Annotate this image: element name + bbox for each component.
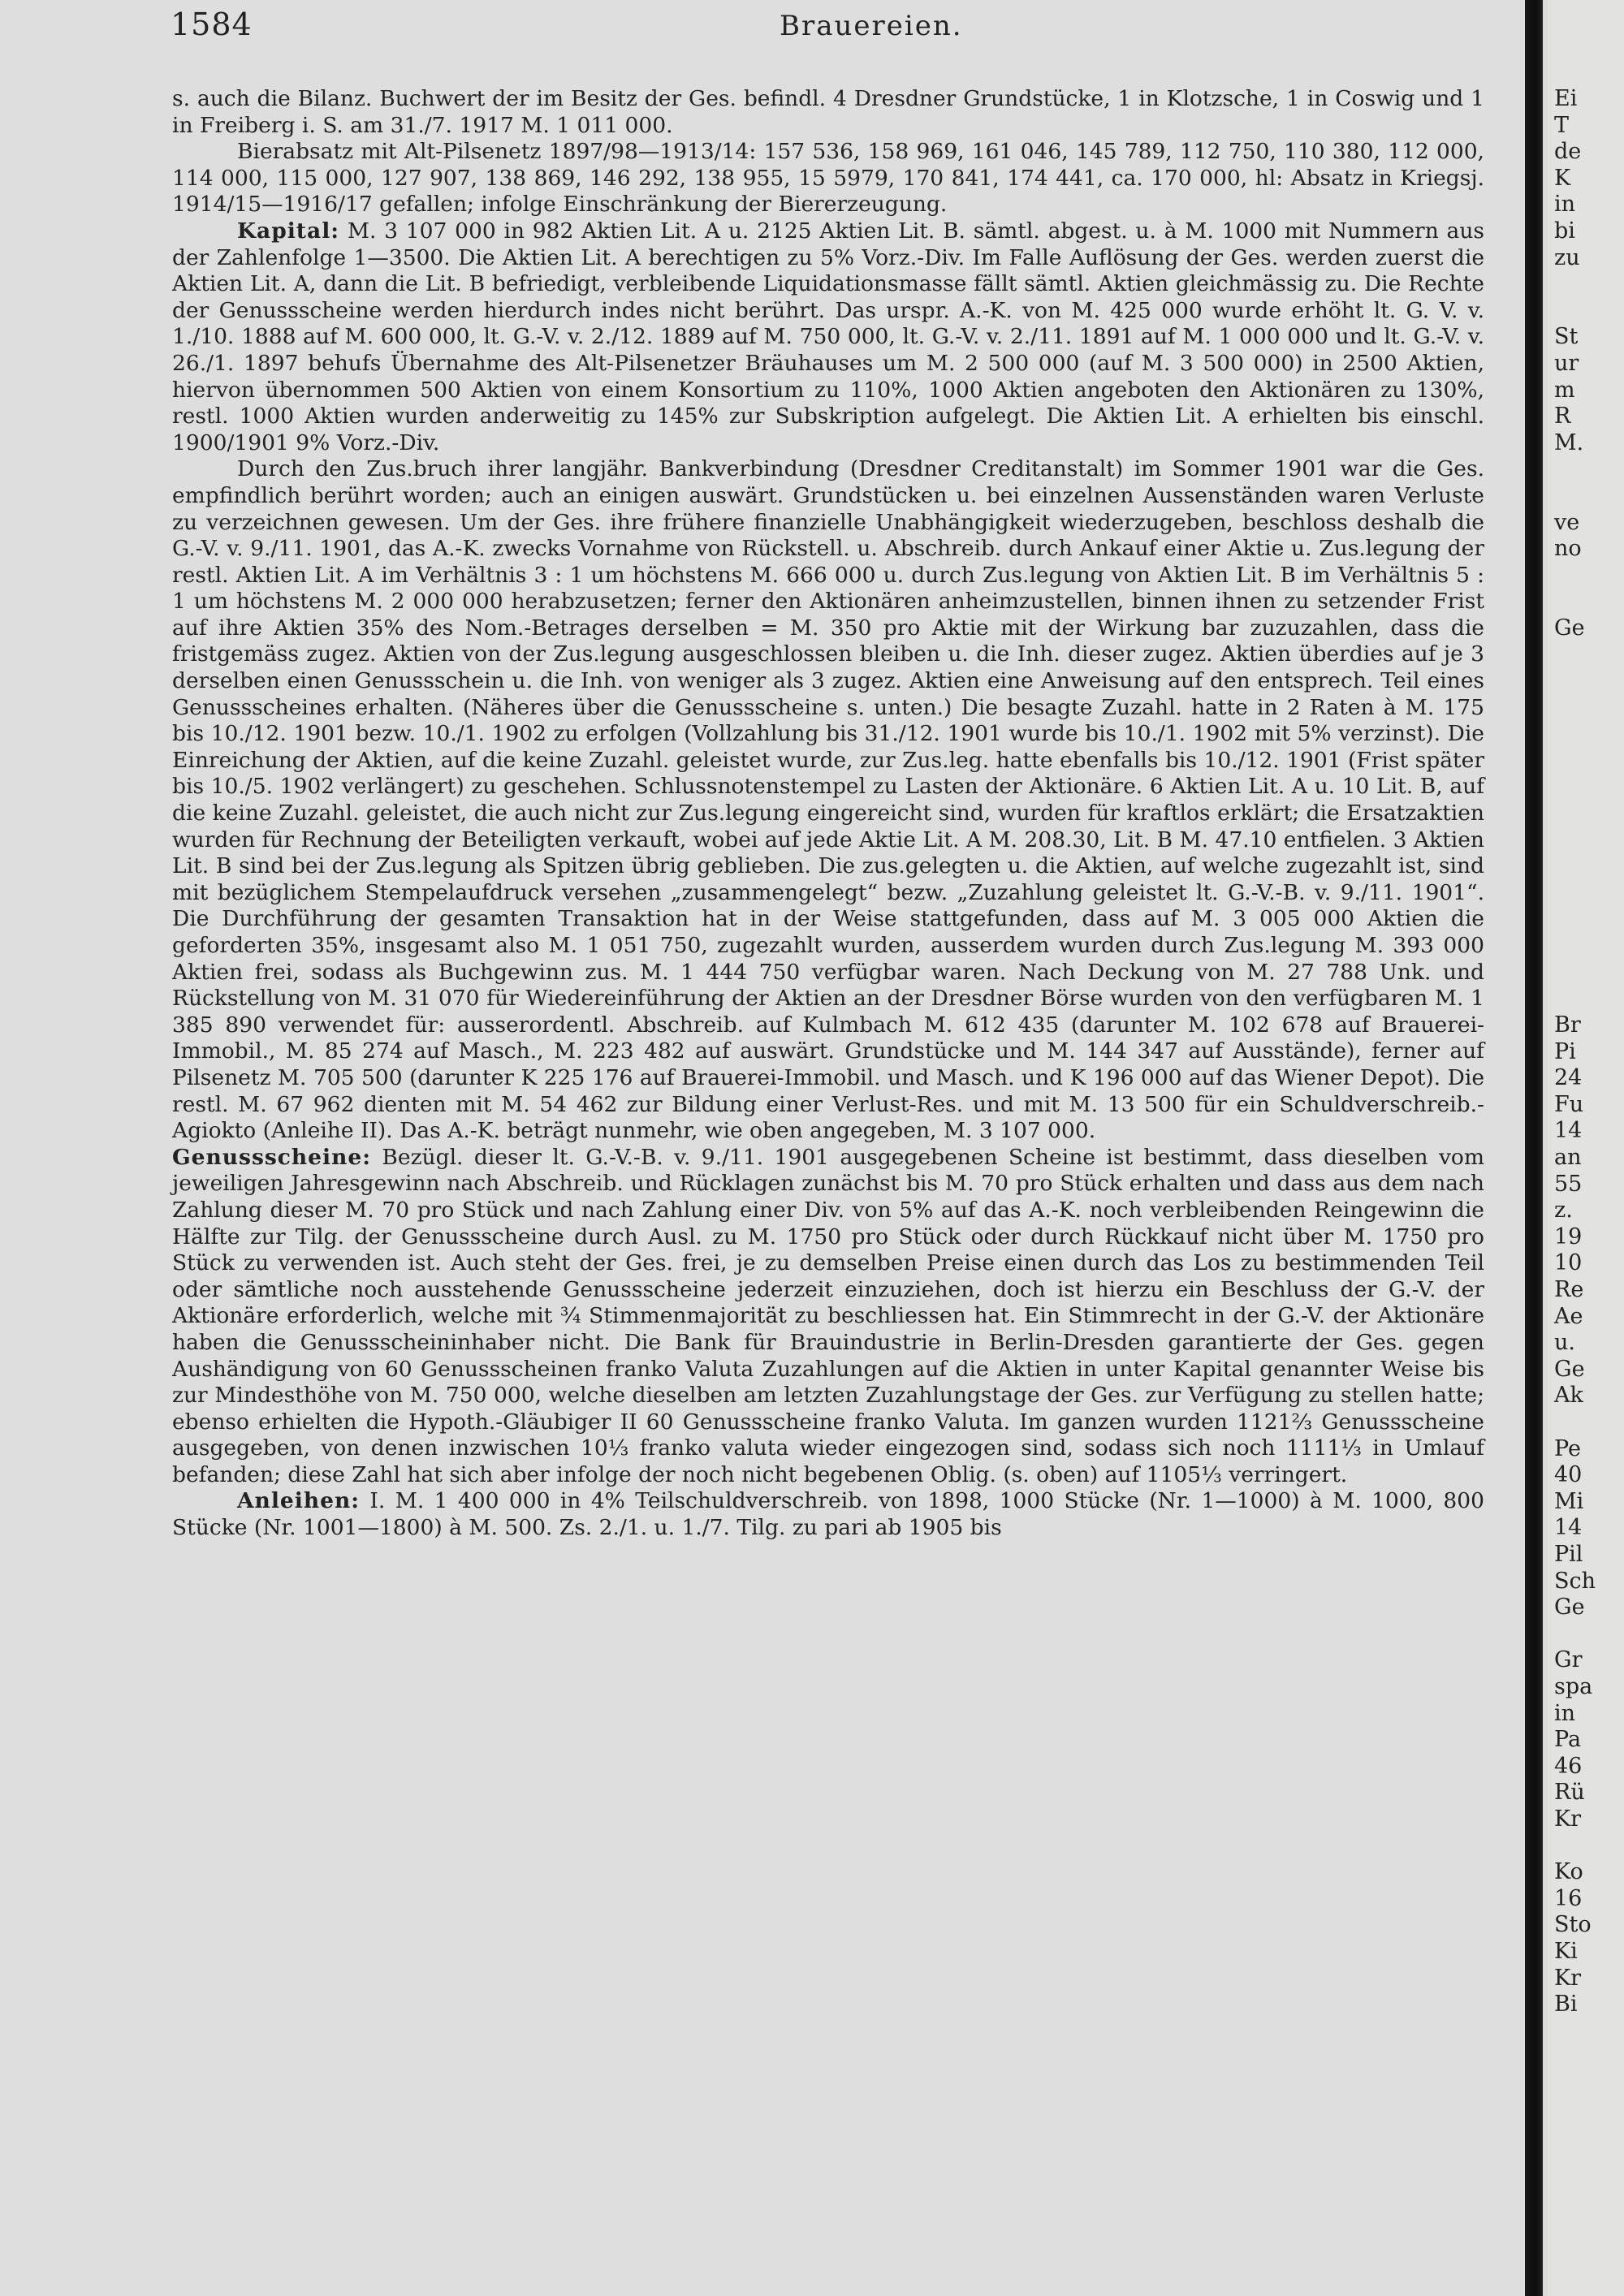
section-lead-genussscheine: Genussscheine: [172,1144,372,1170]
adjacent-page-line: ur [1554,351,1579,376]
adjacent-page-line: 19 [1554,1224,1583,1249]
adjacent-page-line: Ge [1554,1356,1585,1382]
adjacent-page-line: Br [1554,1012,1581,1038]
adjacent-page-line: z. [1554,1198,1573,1224]
adjacent-page-line: 24 [1554,1065,1583,1091]
adjacent-page-line: 14 [1554,1118,1583,1144]
adjacent-page-line: Ak [1554,1383,1583,1409]
adjacent-page-line: zu [1554,244,1580,270]
adjacent-page-line: in [1554,1700,1576,1726]
adjacent-page-line: spa [1554,1674,1593,1699]
paragraph-location: s. auch die Bilanz. Buchwert der im Besitz der Ges. befindl. 4 Dresdner Grundstücke, 1 in Klotzsche, 1 in Coswig und 1 in Freiberg i. S. am 31./7. 1917 M. 1 011 000. [172,86,1484,138]
adjacent-page-line: Rü [1554,1780,1585,1806]
paragraph-genussscheine: Genussscheine: Bezügl. dieser lt. G.-V.-B. v. 9./11. 1901 ausgegebenen Scheine ist bestimmt, dass dieselben vom jeweiligen Jahresgewinn nach Abschreib. und Rücklagen zunächst bis M. 70 pro Stück erhalten und dass aus dem nach Zahlung dieser M. 70 pro Stück und nach Zahlung einer Div. von 5% auf das A.-K. noch verbleibenden Reingewinn die Hälfte zur Tilg. der Genussscheine durch Ausl. zu M. 1750 pro Stück oder durch Rückkauf nicht über M. 1750 pro Stück zu verwenden ist. Auch steht der Ges. frei, je zu demselben Preise einen durch das Los zu bestimmenden Teil oder sämtliche noch ausstehende Genussscheine jederzeit einzuziehen, doch ist hierzu ein Beschluss der G.-V. der Aktionäre erforderlich, welche mit ¾ Stimmenmajorität zu beschliessen hat. Ein Stimmrecht in der G.-V. der Aktionäre haben die Genussscheininhaber nicht. Die Bank für Brauindustrie in Berlin-Dresden garantierte der Ges. gegen Aushändigung von 60 Genussscheinen franko Valuta Zuzahlungen auf die Aktien in unter Kapital genannter Weise bis zur Mindesthöhe von M. 750 000, welche dieselben am letzten Zuzahlungstage der Ges. zur Verfügung zu stellen hatte; ebenso erhielten die Hypoth.-Gläubiger II 60 Genussscheine franko Valuta. Im ganzen wurden 1121⅔ Genussscheine ausgegeben, von denen inzwischen 10⅓ franko valuta wieder eingezogen sind, sodass sich noch 1111⅓ in Umlauf befanden; diese Zahl hat sich aber infolge der noch nicht begebenen Oblig. (s. oben) auf 1105⅓ verringert. [172,1144,1484,1487]
paragraph-kapital: Kapital: M. 3 107 000 in 982 Aktien Lit. A u. 2125 Aktien Lit. B. sämtl. abgest. u. à M. 1000 mit Nummern aus der Zahlenfolge 1—3500. Die Aktien Lit. A berechtigen zu 5% Vorz.-Div. Im Falle Auflösung der Ges. werden zuerst die Aktien Lit. A, dann die Lit. B befriedigt, verbleibende Liquidationsmasse fällt sämtl. Aktien gleichmässig zu. Die Rechte der Genussscheine werden hierdurch indes nicht berührt. Das urspr. A.-K. von M. 425 000 wurde erhöht lt. G. V. v. 1./10. 1888 auf M. 600 000, lt. G.-V. v. 2./12. 1889 auf M. 750 000, lt. G.-V. v. 2./11. 1891 auf M. 1 000 000 und lt. G.-V. v. 26./1. 1897 behufs Übernahme des Alt-Pilsenetzer Bräuhauses um M. 2 500 000 (auf M. 3 500 000) in 2500 Aktien, hiervon übernommen 500 Aktien von einem Konsortium zu 110%, 1000 Aktien angeboten den Aktionären zu 130%, restl. 1000 Aktien wurden anderweitig zu 145% zur Subskription aufgelegt. Die Aktien Lit. A erhielten bis einschl. 1900/1901 9% Vorz.-Div. [172,218,1484,455]
paragraph-beer-sales: Bierabsatz mit Alt-Pilsenetz 1897/98—1913/14: 157 536, 158 969, 161 046, 145 789, 112 750, 110 380, 112 000, 114 000, 115 000, 127 907, 138 869, 146 292, 138 955, 15 5979, 170 841, 174 441, ca. 170 000, hl: Absatz in Kriegsj. 1914/15—1916/17 gefallen; infolge Einschränkung der Biererzeugung. [172,139,1484,218]
adjacent-page-line: Ae [1554,1303,1583,1329]
adjacent-page-line: Sch [1554,1568,1596,1594]
adjacent-page-line: Sto [1554,1912,1592,1938]
section-lead-anleihen: Anleihen: [237,1488,360,1514]
adjacent-page-line: an [1554,1145,1582,1170]
adjacent-page-line: in [1554,192,1576,218]
adjacent-page-line: Kr [1554,1965,1582,1991]
book-spine [1525,0,1543,2296]
page-number: 1584 [171,6,253,42]
adjacent-page-line: Pa [1554,1727,1582,1753]
body-text [172,86,1484,1542]
adjacent-page-line: no [1554,536,1582,562]
adjacent-page-line: T [1554,112,1570,138]
paragraph-bank-collapse: Durch den Zus.bruch ihrer langjähr. Bankverbindung (Dresdner Creditanstalt) im Sommer 1901 war die Ges. empfindlich berührt worden; auch an einigen auswärt. Grundstücken u. bei einzelnen Aussenständen waren Verluste zu verzeichnen gewesen. Um der Ges. ihre frühere finanzielle Unabhängigkeit wiederzugeben, beschloss deshalb die G.-V. v. 9./11. 1901, das A.-K. zwecks Vornahme von Rückstell. u. Abschreib. durch Ankauf einer Aktie u. Zus.legung der restl. Aktien Lit. A im Verhältnis 3 : 1 um höchstens M. 666 000 u. durch Zus.legung von Aktien Lit. B im Verhältnis 5 : 1 um höchstens M. 2 000 000 herabzusetzen; ferner den Aktionären anheimzustellen, binnen ihnen zu setzender Frist auf ihre Aktien 35% des Nom.-Betrages derselben = M. 350 pro Aktie mit der Wirkung bar zuzuzahlen, dass die fristgemäss zugez. Aktien von der Zus.legung ausgeschlossen bleiben u. die Inh. dieser zugez. Aktien überdies auf je 3 derselben einen Genussschein u. die Inh. von weniger als 3 zugez. Aktien eine Anweisung auf den entsprech. Teil eines Genussscheines erhalten. (Näheres über die Genussscheine s. unten.) Die besagte Zuzahl. hatte in 2 Raten à M. 175 bis 10./12. 1901 bezw. 10./1. 1902 zu erfolgen (Vollzahlung bis 31./12. 1901 wurde bis 10./1. 1902 mit 5% verzinst). Die Einreichung der Aktien, auf die keine Zuzahl. geleistet wurde, zur Zus.leg. hatte ebenfalls bis 10./12. 1901 (Frist später bis 10./5. 1902 verlängert) zu geschehen. Schlussnotenstempel zu Lasten der Aktionäre. 6 Aktien Lit. A u. 10 Lit. B, auf die keine Zuzahl. geleistet, die auch nicht zur Zus.legung eingereicht sind, wurden für kraftlos erklärt; die Ersatzaktien wurden für Rechnung der Beteiligten verkauft, wobei auf jede Aktie Lit. A M. 208.30, Lit. B M. 47.10 entfielen. 3 Aktien Lit. B sind bei der Zus.legung als Spitzen übrig geblieben. Die zus.gelegten u. die Aktien, auf welche zugezahlt ist, sind mit bezüglichem Stempelaufdruck versehen „zusammengelegt“ bezw. „Zuzahlung geleistet lt. G.-V.-B. v. 9./11. 1901“. Die Durchführung der gesamten Transaktion hat in der Weise stattgefunden, dass auf M. 3 005 000 Aktien die geforderten 35%, insgesamt also M. 1 051 750, zugezahlt wurden, ausserdem wurden durch Zus.legung M. 393 000 Aktien frei, sodass als Buchgewinn zus. M. 1 444 750 verfügbar waren. Nach Deckung von M. 27 788 Unk. und Rückstellung von M. 31 070 für Wiedereinführung der Aktien an der Dresdner Börse wurden von den verfügbaren M. 1 385 890 verwendet für: ausserordentl. Abschreib. auf Kulmbach M. 612 435 (darunter M. 102 678 auf Brauerei-Immobil., M. 85 274 auf Masch., M. 223 482 auf auswärt. Grundstücke und M. 144 347 auf Ausstände), ferner auf Pilsenetz M. 705 500 (darunter K 225 176 auf Brauerei-Immobil. und Masch. und K 196 000 auf das Wiener Depot). Die restl. M. 67 962 dienten mit M. 54 462 zur Bildung einer Verlust-Res. und mit M. 13 500 für ein Schuldverschreib.-Agiokto (Anleihe II). Das A.-K. beträgt nunmehr, wie oben angegeben, M. 3 107 000. [172,456,1484,1144]
adjacent-page-fragment [1548,0,1624,2296]
adjacent-page-line: 14 [1554,1515,1583,1541]
adjacent-page-line: R [1554,404,1571,429]
running-title: Brauereien. [780,10,963,42]
adjacent-page-line: K [1554,165,1571,191]
adjacent-page-line: St [1554,324,1579,350]
adjacent-page-line: de [1554,139,1582,165]
adjacent-page-line: 40 [1554,1462,1583,1488]
section-lead-kapital: Kapital: [237,218,340,244]
page-header [49,6,1502,55]
adjacent-page-line: Pil [1554,1542,1583,1567]
adjacent-page-line: 10 [1554,1250,1583,1276]
adjacent-page-line: 46 [1554,1753,1583,1779]
adjacent-page-line: Gr [1554,1647,1583,1673]
adjacent-page-line: ve [1554,509,1580,535]
adjacent-page-line: Ge [1554,615,1585,641]
adjacent-page-line: 16 [1554,1885,1583,1911]
adjacent-page-line: 55 [1554,1171,1583,1197]
adjacent-page-line: M. [1554,429,1584,455]
adjacent-page-line: Ki [1554,1939,1578,1964]
adjacent-page-line: Pe [1554,1435,1581,1461]
paragraph-anleihen: Anleihen: I. M. 1 400 000 in 4% Teilschuldverschreib. von 1898, 1000 Stücke (Nr. 1—1000) à M. 1000, 800 Stücke (Nr. 1001—1800) à M. 500. Zs. 2./1. u. 1./7. Tilg. zu pari ab 1905 bis [172,1488,1484,1541]
adjacent-page-line: Mi [1554,1488,1584,1514]
adjacent-page-line: u. [1554,1330,1575,1356]
adjacent-page-line: Ge [1554,1595,1585,1621]
adjacent-page-line: Re [1554,1277,1584,1302]
adjacent-page-line: Kr [1554,1806,1582,1832]
adjacent-page-line: Ei [1554,86,1578,111]
adjacent-page-line: bi [1554,218,1575,244]
adjacent-page-line: Pi [1554,1038,1576,1064]
adjacent-page-line: m [1554,377,1575,403]
adjacent-page-line: Ko [1554,1859,1583,1885]
adjacent-page-line: Bi [1554,1992,1578,2018]
adjacent-page-line: Fu [1554,1091,1584,1117]
